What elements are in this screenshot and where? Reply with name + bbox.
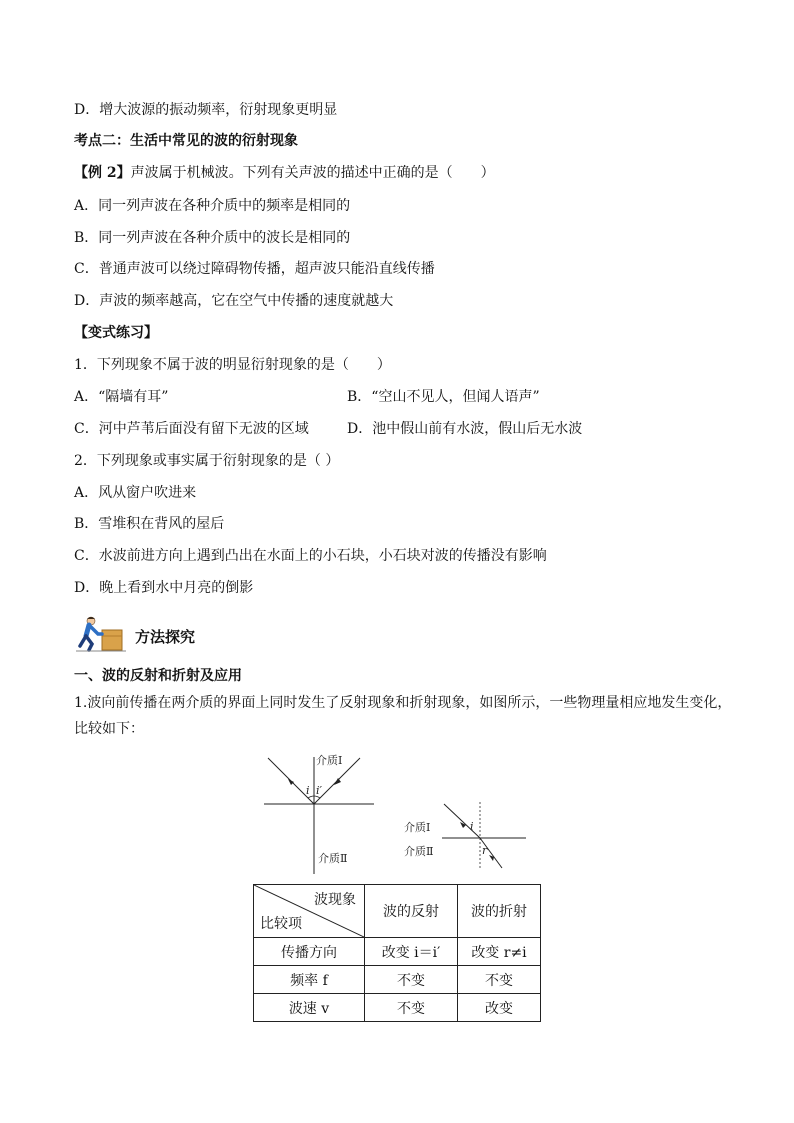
table-header-row [254, 885, 541, 938]
example-option-b: B．同一列声波在各种介质中的波长是相同的 [74, 230, 351, 246]
q2-option-b: B．雪堆积在背风的屋后 [74, 516, 225, 532]
angle-r-label: r [482, 844, 488, 857]
example-option-c: C．普通声波可以绕过障碍物传播，超声波只能沿直线传播 [74, 261, 435, 277]
row-reflection: 改变 i＝i′ [365, 938, 458, 966]
diagonal-header-cell [254, 885, 365, 938]
row-refraction: 改变 r≠i [458, 938, 541, 966]
q2-stem: 2．下列现象或事实属于衍射现象的是（ ） [74, 453, 340, 469]
method-title: 方法探究 [135, 628, 196, 646]
reflection-diagram [256, 752, 386, 877]
row-refraction: 改变 [458, 994, 541, 1022]
incident-arrow-2 [460, 822, 466, 828]
q1-option-d: D．池中假山前有水波，假山后无水波 [347, 421, 583, 437]
angle-i-label-2: i [470, 820, 474, 833]
table-row [254, 966, 541, 994]
table-row [254, 994, 541, 1022]
row-label: 传播方向 [254, 938, 365, 966]
medium2-label-2: 介质Ⅱ [404, 845, 434, 858]
practice-heading: 【变式练习】 [74, 325, 158, 341]
example-tag: 【例 2】 [74, 165, 131, 181]
example-text: 声波属于机械波。下列有关声波的描述中正确的是（ ） [130, 165, 495, 181]
q2-option-a: A．风从窗户吹进来 [74, 485, 197, 501]
q2-option-c: C．水波前进方向上遇到凸出在水面上的小石块，小石块对波的传播没有影响 [74, 548, 547, 564]
medium1-label: 介质Ⅰ [316, 754, 343, 767]
comparison-table [253, 884, 541, 1022]
person-pushing-box-icon [76, 614, 128, 654]
row-label: 波速 v [254, 994, 365, 1022]
angle-i-prime-label: i′ [316, 784, 323, 797]
incident-arrow [288, 779, 294, 785]
header-reflection: 波的反射 [365, 885, 458, 938]
header-bottom-label: 比较项 [260, 916, 302, 932]
incident-ray-2 [444, 804, 480, 838]
example-2 [74, 163, 495, 183]
row-refraction: 不变 [458, 966, 541, 994]
section-heading: 考点二：生活中常见的波的衍射现象 [74, 133, 298, 149]
angle-i-label: i [306, 784, 310, 797]
method-paragraph: 1.波向前传播在两介质的界面上同时发生了反射现象和折射现象，如图所示，一些物理量相应地发生变化，比较如下： [74, 695, 732, 737]
row-reflection: 不变 [365, 994, 458, 1022]
medium1-label-2: 介质Ⅰ [404, 821, 431, 834]
row-reflection: 不变 [365, 966, 458, 994]
row-label: 频率 f [254, 966, 365, 994]
medium2-label: 介质Ⅱ [318, 852, 348, 865]
header-top-label: 波现象 [314, 892, 356, 908]
q2-option-d: D．晚上看到水中月亮的倒影 [74, 580, 254, 596]
example-option-a: A．同一列声波在各种介质中的频率是相同的 [74, 198, 351, 214]
q1-option-b: B．“空山不见人，但闻人语声” [347, 389, 540, 405]
header-refraction: 波的折射 [458, 885, 541, 938]
q1-option-c: C．河中芦苇后面没有留下无波的区域 [74, 421, 309, 437]
option-d-prev: D．增大波源的振动频率，衍射现象更明显 [74, 102, 338, 118]
example-option-d: D．声波的频率越高，它在空气中传播的速度就越大 [74, 293, 394, 309]
table-row [254, 938, 541, 966]
refraction-diagram [400, 800, 530, 870]
reflected-arrow [334, 778, 341, 785]
q1-option-a: A．“隔墙有耳” [74, 389, 169, 405]
method-subheading: 一、波的反射和折射及应用 [74, 668, 242, 684]
q1-stem: 1．下列现象不属于波的明显衍射现象的是（ ） [74, 357, 391, 373]
